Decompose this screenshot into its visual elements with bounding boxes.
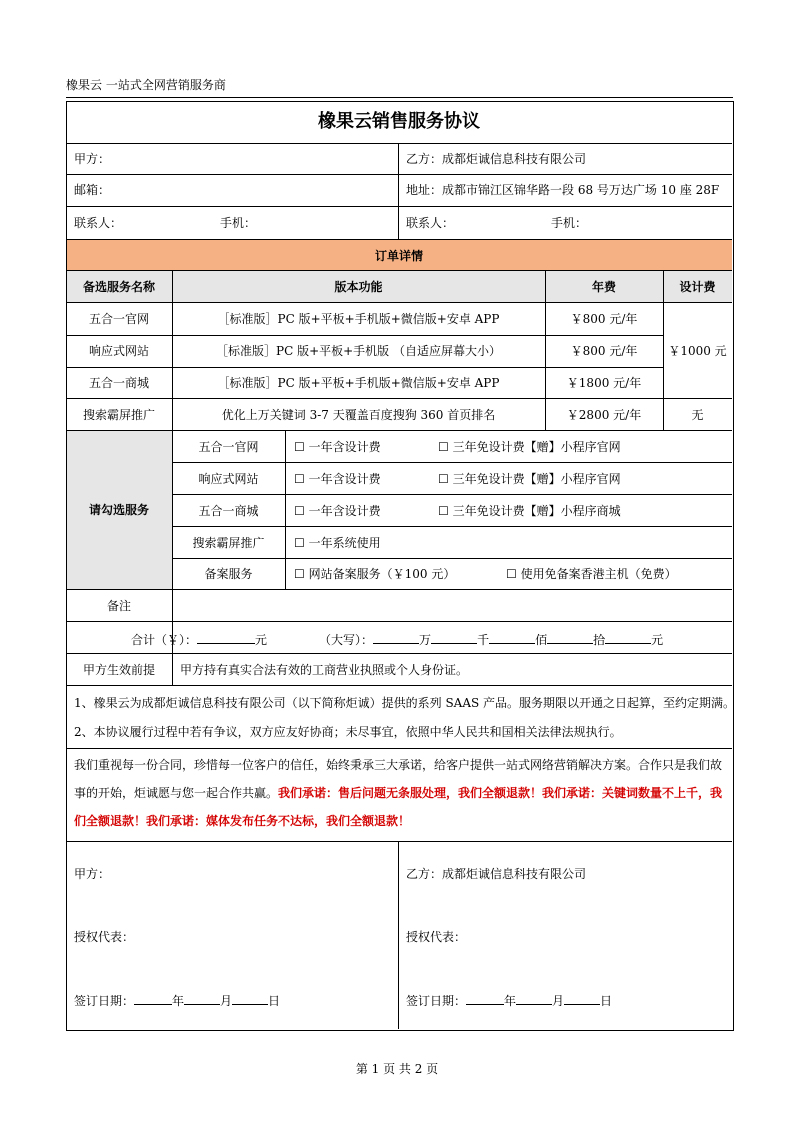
order-row-feature: ［标准版］PC 版+平板+手机版 （自适应屏幕大小） [216, 344, 501, 358]
option-checkbox[interactable]: ☐ 三年免设计费【赠】小程序商城 [438, 504, 621, 518]
select-services-label: 请勾选服务 [88, 503, 149, 517]
order-row-service: 五合一商城 [88, 376, 149, 390]
sign-party-a-date: 签订日期： 年 月 日 [74, 994, 281, 1008]
term-2: 2、本协议履行过程中若有争议，双方应友好协商；未尽事宜，依照中华人民共和国相关法律法规执行。 [74, 725, 622, 739]
order-section-title: 订单详情 [374, 249, 423, 263]
checkbox-icon[interactable]: ☐ [438, 440, 449, 454]
option-checkbox[interactable]: ☐ 使用免备案香港主机（免费） [506, 567, 677, 581]
option-checkbox[interactable]: ☐ 网站备案服务（￥100 元） [294, 567, 456, 581]
party-a-label: 甲方： [74, 152, 111, 166]
order-row-annual: ￥1800 元/年 [566, 376, 642, 390]
select-row-service: 响应式网站 [198, 472, 259, 486]
checkbox-icon[interactable]: ☐ [438, 504, 449, 518]
qian-blank[interactable] [431, 632, 477, 644]
checkbox-icon[interactable]: ☐ [294, 567, 305, 581]
option-checkbox[interactable]: ☐ 一年系统使用 [294, 536, 381, 550]
checkbox-icon[interactable]: ☐ [294, 472, 305, 486]
design-fee-shared: ￥1000 元 [668, 344, 727, 358]
order-row-feature: ［标准版］PC 版+平板+手机版+微信版+安卓 APP [217, 312, 500, 326]
order-row-service: 响应式网站 [88, 344, 149, 358]
select-row-service: 五合一商城 [198, 504, 259, 518]
bai-blank[interactable] [489, 632, 535, 644]
option-checkbox[interactable]: ☐ 一年含设计费 [294, 440, 381, 454]
checkbox-icon[interactable]: ☐ [506, 567, 517, 581]
order-row-feature: ［标准版］PC 版+平板+手机版+微信版+安卓 APP [217, 376, 500, 390]
order-row-annual: ￥2800 元/年 [566, 408, 642, 422]
promise-highlight: 们全额退款！我们承诺：媒体发布任务不达标，我们全额退款！ [74, 814, 411, 828]
checkbox-icon[interactable]: ☐ [438, 472, 449, 486]
party-b-phone-label: 手机： [551, 216, 588, 230]
order-row-annual: ￥800 元/年 [570, 312, 638, 326]
header-company-line: 橡果云 一站式全网营销服务商 [66, 78, 226, 92]
party-b-contact-label: 联系人： [406, 216, 455, 230]
select-row-service: 备案服务 [204, 567, 253, 581]
select-row-service: 搜索霸屏推广 [192, 536, 265, 550]
yuan-blank[interactable] [605, 632, 651, 644]
option-checkbox[interactable]: ☐ 三年免设计费【赠】小程序官网 [438, 440, 621, 454]
select-row-service: 五合一官网 [198, 440, 259, 454]
total-line: 合计（￥）： 元 （大写）： 万 千 佰 拾 元 [131, 633, 664, 647]
header-divider [66, 97, 733, 98]
col-header-service: 备选服务名称 [82, 280, 155, 294]
shi-blank[interactable] [547, 632, 593, 644]
email-label: 邮箱： [74, 183, 111, 197]
checkbox-icon[interactable]: ☐ [294, 536, 305, 550]
party-a-contact-label: 联系人： [74, 216, 123, 230]
term-1: 1、橡果云为成都炬诚信息科技有限公司（以下简称炬诚）提供的系列 SAAS 产品。服务期限以开通之日起算，至约定期满。 [74, 696, 736, 710]
page-title: 橡果云销售服务协议 [318, 111, 480, 132]
promise-paragraph: 我们重视每一份合同，珍惜每一位客户的信任，始终秉承三大承诺，给客户提供一站式网络营销解决方案。合作只是我们故 事的开始，炬诚愿与您一起合作共赢。我们承诺：售后问题无条服处理，我们全额退款！我们承诺：关键词数量不上千，我 们全额退款！我们承诺：媒体发布任务不达标，我们全额退款！ [74, 758, 723, 828]
total-amount-blank[interactable] [197, 632, 255, 644]
col-header-annual: 年费 [591, 280, 616, 294]
party-a-phone-label: 手机： [220, 216, 257, 230]
checkbox-icon[interactable]: ☐ [294, 504, 305, 518]
sign-party-b-auth: 授权代表： [406, 930, 467, 944]
sign-party-a-label: 甲方： [74, 867, 111, 881]
precondition-text: 甲方持有真实合法有效的工商营业执照或个人身份证。 [180, 663, 469, 677]
order-row-service: 搜索霸屏推广 [82, 408, 155, 422]
checkbox-icon[interactable]: ☐ [294, 440, 305, 454]
option-checkbox[interactable]: ☐ 一年含设计费 [294, 472, 381, 486]
sign-party-a-auth: 授权代表： [74, 930, 135, 944]
col-header-feature: 版本功能 [334, 280, 383, 294]
col-header-design: 设计费 [679, 280, 716, 294]
order-row-service: 五合一官网 [88, 312, 149, 326]
address-field: 地址：成都市锦江区锦华路一段 68 号万达广场 10 座 28F [406, 183, 720, 197]
design-fee-none: 无 [691, 408, 704, 422]
option-checkbox[interactable]: ☐ 一年含设计费 [294, 504, 381, 518]
sign-party-b-field: 乙方：成都炬诚信息科技有限公司 [406, 867, 587, 881]
wan-blank[interactable] [373, 632, 419, 644]
order-row-feature: 优化上万关键词 3-7 天覆盖百度搜狗 360 首页排名 [221, 408, 496, 422]
promise-highlight: 我们承诺：售后问题无条服处理，我们全额退款！我们承诺：关键词数量不上千，我 [278, 786, 723, 800]
page-number: 第 1 页 共 2 页 [355, 1062, 439, 1076]
option-checkbox[interactable]: ☐ 三年免设计费【赠】小程序官网 [438, 472, 621, 486]
order-row-annual: ￥800 元/年 [570, 344, 638, 358]
remarks-label: 备注 [106, 599, 131, 613]
precondition-label: 甲方生效前提 [82, 663, 155, 677]
party-b-field: 乙方：成都炬诚信息科技有限公司 [406, 152, 587, 166]
sign-party-b-date: 签订日期： 年 月 日 [406, 994, 613, 1008]
